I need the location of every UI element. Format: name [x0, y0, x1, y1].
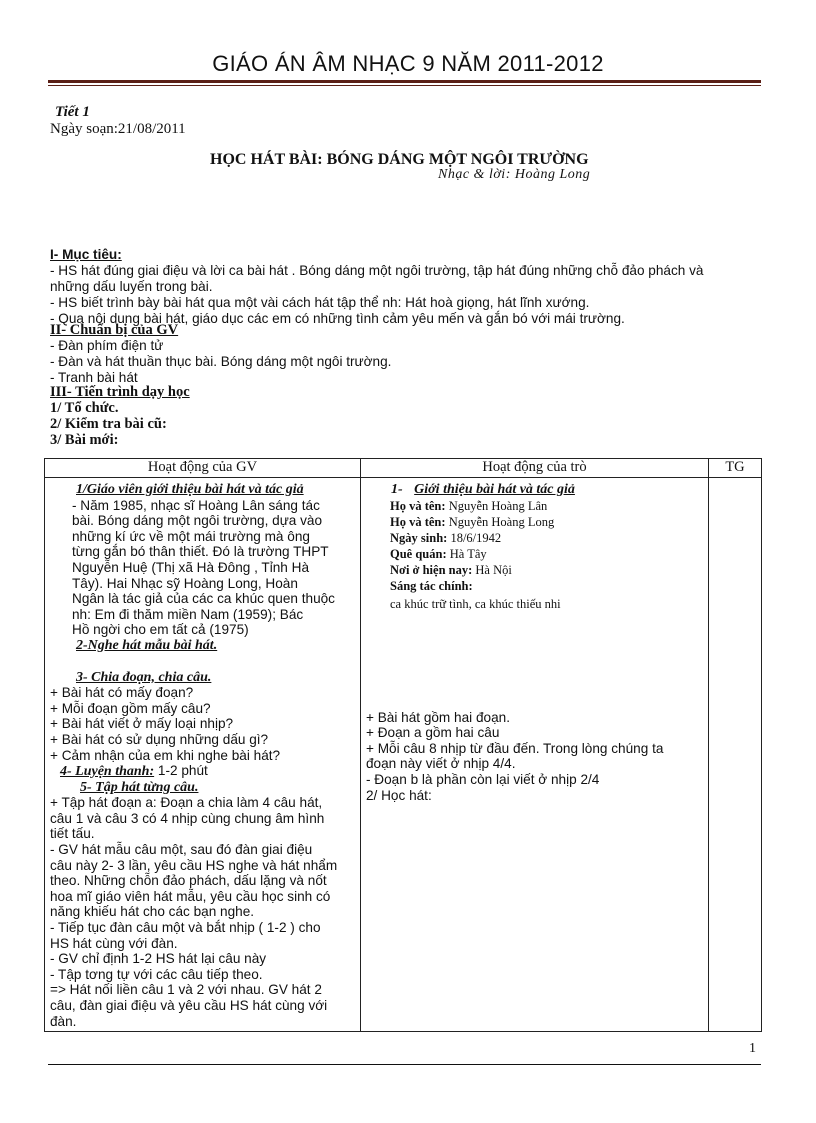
song-author: Nhạc & lời: Hoàng Long: [438, 167, 591, 182]
objective-line: - HS hát đúng giai điệu và lời ca bài hát . Bóng dáng một ngôi trường, tập hát đúng những chỗ đảo phách và: [50, 263, 704, 278]
gv-section-1-title: 1/Giáo viên giới thiệu bài hát và tác giả: [76, 482, 304, 497]
footer-rule: [48, 1064, 761, 1065]
table-row: [45, 478, 762, 1032]
composer-info-row: Quê quán: Hà Tây: [390, 546, 487, 561]
composer-works: ca khúc trữ tình, ca khúc thiếu nhi: [390, 596, 561, 611]
gv-section-5-title: 5- Tập hát từng câu.: [80, 779, 199, 795]
process-item: 3/ Bài mới:: [50, 432, 119, 448]
header-time: TG: [709, 459, 762, 478]
student-answers: + Bài hát gồm hai đoạn. + Đoạn a gồm hai câu + Mỗi câu 8 nhịp từ đầu đến. Trong lòng chúng ta đoạn này viết ở nhịp 4/4. - Đoạn b là phần còn lại viết ở nhịp 2/4 2/ Học hát:: [366, 709, 664, 803]
gv-section-3-questions: + Bài hát có mấy đoạn? + Mỗi đoạn gồm mấy câu? + Bài hát viết ở mấy loại nhịp? + Bài hát có sử dụng những dấu gì? + Cảm nhận của em khi nghe bài hát?: [50, 685, 281, 763]
composer-info-row: Ngày sinh: 18/6/1942: [390, 530, 502, 545]
hs-section-1-title: 1- Giới thiệu bài hát và tác giả: [391, 482, 575, 497]
lesson-title: HỌC HÁT BÀI: BÓNG DÁNG MỘT NGÔI TRƯỜNG: [210, 151, 589, 168]
composer-info-row: Nơi ở hiện nay: Hà Nội: [390, 562, 512, 577]
header-teacher-activity: Hoạt động của GV: [45, 459, 361, 478]
preparation-heading: II- Chuẩn bị của GV: [50, 322, 179, 338]
teacher-activity-cell: [45, 478, 361, 1032]
objectives-heading: I- Mục tiêu:: [50, 247, 122, 262]
composer-info-row: Họ và tên: Nguyễn Hoàng Lân: [390, 498, 548, 513]
document-header-title: GIÁO ÁN ÂM NHẠC 9 NĂM 2011-2012: [212, 51, 604, 76]
gv-section-5-text: + Tập hát đoạn a: Đoạn a chia làm 4 câu hát, câu 1 và câu 3 có 4 nhịp cùng chung âm hình tiết tấu. - GV hát mẫu câu một, sau đó đàn giai điệu câu này 2- 3 lần, yêu cầu HS nghe và hát nhẩm theo. Những chỗn đảo phách, dấu lặng và nốt hoa mĩ giáo viên hát mẫu, yêu cầu học sinh có năng khiếu hát cho các bạn nghe. - Tiếp tục đàn câu một và bắt nhịp ( 1-2 ) cho HS hát cùng với đàn. - GV chỉ định 1-2 HS hát lại câu này - Tập tơng tự với các câu tiếp theo. => Hát nối liền câu 1 và 2 với nhau. GV hát 2 câu, đàn giai điệu và yêu cầu HS hát cùng với đàn.: [50, 795, 338, 1029]
page-number: 1: [749, 1041, 756, 1056]
preparation-line: - Tranh bài hát: [50, 370, 138, 385]
gv-section-3-title: 3- Chia đoạn, chia câu.: [76, 669, 212, 685]
lesson-activity-table: [44, 458, 762, 1032]
gv-section-2-title: 2-Nghe hát mẫu bài hát.: [76, 637, 218, 653]
objective-line: những dấu luyến trong bài.: [50, 279, 213, 294]
objective-line: - HS biết trình bày bài hát qua một vài cách hát tập thể nh: Hát hoà giọng, hát lĩnh xướng.: [50, 295, 590, 310]
time-cell: [709, 478, 762, 1032]
preparation-line: - Đàn phím điện tử: [50, 338, 164, 353]
gv-section-4-title: 4- Luyện thanh:: [60, 764, 155, 780]
gv-section-4-value: 1-2 phút: [154, 763, 208, 779]
header-student-activity: Hoạt động của trò: [361, 459, 709, 478]
gv-section-1-text: - Năm 1985, nhạc sĩ Hoàng Lân sáng tác bài. Bóng dáng một ngôi trường, dựa vào những kí ức về một mái trường mà ông từng gắn bó thân thiết. Đó là trường THPT Nguyễn Huệ (Thị xã Hà Đông , Tỉnh Hà Tây). Hai Nhạc sỹ Hoàng Long, Hoàn Ngân là tác giả của các ca khúc quen thuộc nh: Em đi thăm miền Nam (1959); Bác Hồ ngời cho em tất cả (1975): [72, 497, 335, 638]
header-rule-thin: [48, 85, 761, 86]
preparation-line: - Đàn và hát thuần thục bài. Bóng dáng một ngôi trường.: [50, 354, 392, 369]
table-header-row: [45, 459, 762, 478]
student-activity-cell: [361, 478, 709, 1032]
objective-line: - Qua nội dung bài hát, giáo dục các em có những tình cảm yêu mến và gắn bó với mái trường.: [50, 311, 625, 326]
lesson-number: Tiết 1: [55, 104, 90, 120]
process-heading: III- Tiến trình dạy học: [50, 384, 190, 400]
composer-info: [366, 498, 703, 612]
prep-date: Ngày soạn:21/08/2011: [50, 121, 186, 137]
header-rule-thick: [48, 80, 761, 83]
process-item: 2/ Kiểm tra bài cũ:: [50, 416, 167, 432]
gv-section-4: [50, 763, 355, 780]
process-section: [50, 384, 760, 448]
objectives-section: [50, 247, 760, 327]
composer-info-row: Họ và tên: Nguyễn Hoàng Long: [390, 514, 555, 529]
process-item: 1/ Tổ chức.: [50, 400, 119, 416]
composer-info-row: Sáng tác chính:: [390, 578, 473, 593]
preparation-section: [50, 322, 760, 386]
